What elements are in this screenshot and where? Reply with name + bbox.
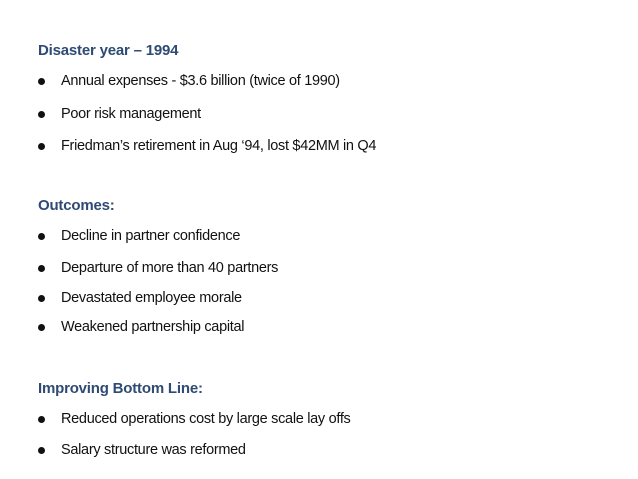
bullet-item [38, 71, 340, 91]
bullet-item [38, 104, 201, 124]
bullet-icon [38, 111, 45, 118]
bullet-text: Decline in partner confidence [61, 228, 241, 244]
bullet-icon [38, 78, 45, 85]
bullet-item [38, 258, 278, 278]
bullet-text: Annual expenses - $3.6 billion (twice of 1990) [61, 73, 340, 89]
bullet-item [38, 317, 244, 337]
bullet-text: Weakened partnership capital [61, 319, 245, 335]
bullet-item [38, 136, 376, 156]
bullet-item [38, 440, 246, 460]
bullet-icon [38, 233, 45, 240]
bullet-icon [38, 143, 45, 150]
bullet-icon [38, 447, 45, 454]
bullet-icon [38, 324, 45, 331]
section-heading-disaster-year: Disaster year – 1994 [38, 42, 179, 59]
section-heading-improving-bottom-line: Improving Bottom Line: [38, 380, 203, 397]
bullet-text: Devastated employee morale [61, 290, 242, 306]
section-heading-outcomes: Outcomes: [38, 197, 115, 214]
bullet-item [38, 288, 242, 308]
bullet-text: Poor risk management [61, 106, 201, 122]
bullet-icon [38, 265, 45, 272]
bullet-text: Reduced operations cost by large scale lay offs [61, 411, 351, 427]
bullet-text: Departure of more than 40 partners [61, 260, 279, 276]
bullet-icon [38, 416, 45, 423]
bullet-item [38, 226, 240, 246]
bullet-text: Friedman’s retirement in Aug ‘94, lost $42MM in Q4 [61, 138, 377, 154]
bullet-item [38, 409, 351, 429]
bullet-text: Salary structure was reformed [61, 442, 246, 458]
bullet-icon [38, 295, 45, 302]
